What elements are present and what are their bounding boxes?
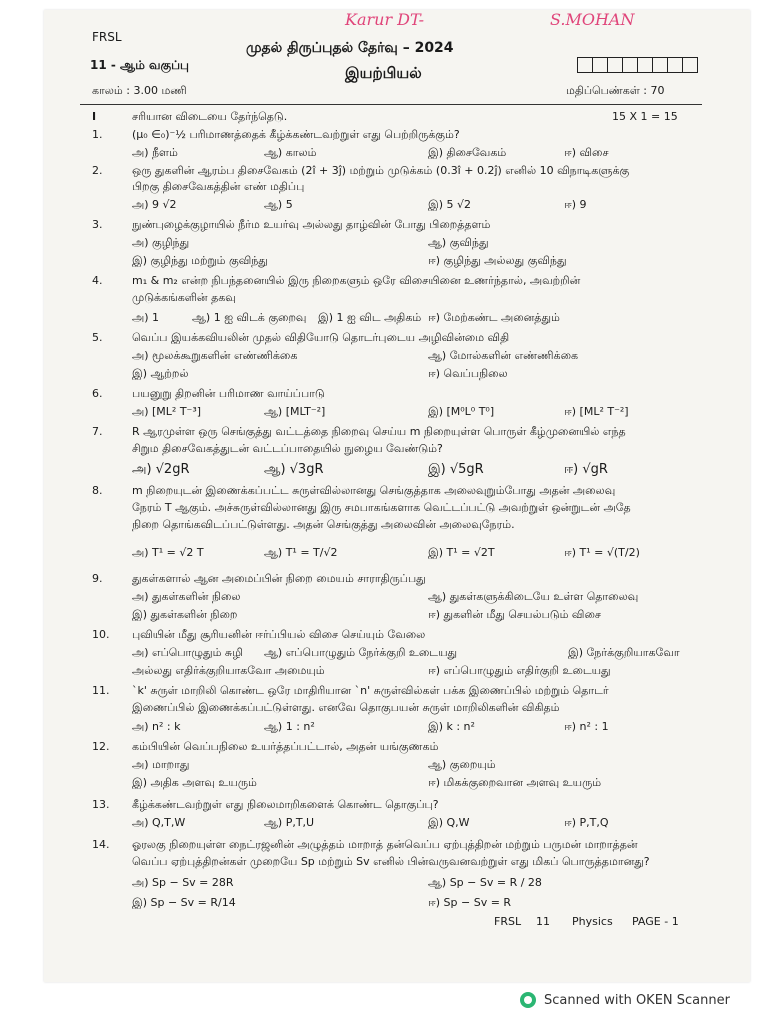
option-c: இ) T¹ = √2T [428, 546, 495, 559]
question-number: 3. [92, 218, 103, 231]
question-number: 10. [92, 628, 110, 641]
option-b: ஆ) 1 : n² [264, 720, 315, 733]
footer-class: 11 [536, 915, 550, 928]
question-text: `k' சுருள் மாறிலி கொண்ட ஒரே மாதிரியான `n' சுருள்வில்கள் பக்க இணைப்பில் மற்றும் தொடர் [132, 684, 609, 697]
footer-code: FRSL [494, 915, 522, 928]
option-b: ஆ) Sp − Sv = R / 28 [428, 876, 542, 889]
option-a: அ) நீளம் [132, 146, 178, 159]
question-text: புவியின் மீது சூரியனின் ஈர்ப்பியல் விசை செய்யும் வேலை [132, 628, 426, 641]
option-d: ஈ) மேற்கண்ட அனைத்தும் [428, 311, 560, 324]
question-number: 13. [92, 798, 110, 811]
handwritten-name: S.MOHAN [550, 10, 635, 29]
question-text: வெப்ப இயக்கவியலின் முதல் விதியோடு தொடர்புடைய அழிவின்மை விதி [132, 331, 510, 344]
paper-code: FRSL [92, 30, 122, 44]
option-a: அ) எப்பொழுதும் சுழி [132, 646, 243, 659]
question-number: 12. [92, 740, 110, 753]
footer-subject: Physics [572, 915, 613, 928]
option-c: இ) அதிக அளவு உயரும் [132, 776, 257, 789]
option-a: அ) Sp − Sv = 28R [132, 876, 234, 889]
option-c: இ) 1 ஐ விட அதிகம் [318, 311, 422, 324]
option-b: ஆ) 5 [264, 198, 293, 211]
question-number: 2. [92, 164, 103, 177]
option-a: அ) √2gR [132, 462, 190, 477]
option-b: ஆ) P,T,U [264, 816, 315, 829]
option-d: ஈ) எப்பொழுதும் எதிர்குறி உடையது [428, 664, 611, 677]
option-c-continued: அல்லது எதிர்க்குறியாகவோ அமையும் [132, 664, 325, 677]
option-d: ஈ) துகளின் மீது செயல்படும் விசை [428, 608, 601, 621]
option-d: ஈ) வெப்பநிலை [428, 367, 508, 380]
question-number: 11. [92, 684, 110, 697]
option-b: ஆ) T¹ = T/√2 [264, 546, 338, 559]
option-d: ஈ) [ML² T⁻²] [564, 405, 629, 418]
question-text: பிறகு திசைவேகத்தின் எண் மதிப்பு [132, 180, 305, 193]
question-text: m₁ & m₂ என்ற நிபந்தனையில் இரு நிறைகளும் ஒரே விசையினை உணர்ந்தால், அவற்றின் [132, 274, 581, 287]
option-b: ஆ) துகள்களுக்கிடையே உள்ள தொலைவு [428, 590, 639, 603]
question-number: 9. [92, 572, 103, 585]
option-c: இ) k : n² [428, 720, 475, 733]
option-b: ஆ) 1 ஐ விடக் குறைவு [192, 311, 307, 324]
option-c: இ) துகள்களின் நிறை [132, 608, 238, 621]
section-marks: 15 X 1 = 15 [612, 110, 678, 123]
question-text: ஒரு துகளின் ஆரம்ப திசைவேகம் (2î + 3ĵ) மற்றும் முடுக்கம் (0.3î + 0.2ĵ) எனில் 10 விநாடிகளுக்கு [132, 164, 630, 177]
option-d: ஈ) Sp − Sv = R [428, 896, 512, 909]
option-a: அ) மூலக்கூறுகளின் எண்ணிக்கை [132, 349, 298, 362]
option-b: ஆ) [MLT⁻²] [264, 405, 326, 418]
option-d: ஈ) மிகக்குறைவான அளவு உயரும் [428, 776, 602, 789]
question-text: கீழ்க்கண்டவற்றுள் எது நிலைமாறிகளைக் கொண்ட தொகுப்பு? [132, 798, 439, 811]
scanner-watermark [520, 992, 730, 1008]
marks-label: மதிப்பெண்கள் : 70 [566, 84, 665, 97]
option-b: ஆ) குறையும் [428, 758, 496, 771]
question-number: 7. [92, 425, 103, 438]
option-a: அ) 1 [132, 311, 160, 324]
question-text: துகள்களால் ஆன அமைப்பின் நிறை மையம் சாராதிருப்பது [132, 572, 426, 585]
question-text: வெப்ப ஏற்புத்திறன்கள் முறையே Sp மற்றும் Sv எனில் பின்வருவனவற்றுள் எது மிகப் பொருத்தமானது? [132, 855, 650, 868]
option-d: ஈ) குழிந்து அல்லது குவிந்து [428, 254, 567, 267]
scanner-text: Scanned with OKEN Scanner [544, 992, 730, 1008]
question-text: ஓரலகு நிறையுள்ள நைட்ரஜனின் அழுத்தம் மாறாத் தன்வெப்ப ஏற்புத்திறன் மற்றும் பருமன் மாறாத்தன் [132, 838, 638, 851]
section-instruction: சரியான விடையை தேர்ந்தெடு. [132, 110, 288, 123]
question-number: 1. [92, 128, 103, 141]
header-rule [80, 104, 702, 105]
option-c: இ) திசைவேகம் [428, 146, 507, 159]
question-text: கம்பியின் வெப்பநிலை உயர்த்தப்பட்டால், அதன் யங்குணகம் [132, 740, 439, 753]
option-a: அ) T¹ = √2 T [132, 546, 204, 559]
question-text: R ஆரமுள்ள ஒரு செங்குத்து வட்டத்தை நிறைவு செய்ய m நிறையுள்ள பொருள் கீழ்முனையில் எந்த [132, 425, 626, 438]
question-number: 14. [92, 838, 110, 851]
option-d: ஈ) T¹ = √(T/2) [564, 546, 640, 559]
handwritten-district: Karur DT- [345, 10, 425, 29]
question-number: 5. [92, 331, 103, 344]
option-b: ஆ) √3gR [264, 462, 324, 477]
question-number: 8. [92, 484, 103, 497]
question-text: இணைப்பில் இணைக்கப்பட்டுள்ளது. எனவே தொகுபயன் சுருள் மாறிலிகளின் விகிதம் [132, 701, 560, 714]
question-text: m நிறையுடன் இணைக்கப்பட்ட சுருள்வில்லானது செங்குத்தாக அலைவுறும்போது அதன் அலைவு [132, 484, 616, 497]
option-c: இ) குழிந்து மற்றும் குவிந்து [132, 254, 268, 267]
option-d: ஈ) விசை [564, 146, 609, 159]
option-a: அ) குழிந்து [132, 236, 190, 249]
option-c: இ) ஆற்றல் [132, 367, 189, 380]
option-a: அ) n² : k [132, 720, 181, 733]
option-d: ஈ) P,T,Q [564, 816, 609, 829]
section-number: I [92, 110, 97, 123]
option-a: அ) துகள்களின் நிலை [132, 590, 241, 603]
option-b: ஆ) குவிந்து [428, 236, 489, 249]
time-label: காலம் : 3.00 மணி [92, 84, 187, 97]
subject-title: இயற்பியல் [345, 64, 422, 82]
question-text: (μ₀ ∈₀)⁻½ பரிமாணத்தைக் கீழ்க்கண்டவற்றுள் எது பெற்றிருக்கும்? [132, 128, 460, 141]
footer-page: PAGE - 1 [632, 915, 679, 928]
question-text: நிறை தொங்கவிடப்பட்டுள்ளது. அதன் செங்குத்து அலைவின் அலைவுநேரம். [132, 518, 515, 531]
option-a: அ) மாறாது [132, 758, 190, 771]
option-c: இ) [M⁰L⁰ T⁰] [428, 405, 495, 418]
exam-title: முதல் திருப்புதல் தேர்வு – 2024 [246, 40, 454, 56]
option-a: அ) 9 √2 [132, 198, 177, 211]
roll-number-boxes [578, 57, 698, 73]
scanner-logo-icon [520, 992, 536, 1008]
question-number: 6. [92, 387, 103, 400]
question-text: பயனுறு திறனின் பரிமாண வாய்ப்பாடு [132, 387, 325, 400]
question-text: நேரம் T ஆகும். அச்சுருள்வில்லானது இரு சமபாகங்களாக வெட்டப்பட்டு அவற்றுள் ஒன்றுடன் அதே [132, 501, 631, 514]
option-c: இ) Q,W [428, 816, 470, 829]
option-c: இ) 5 √2 [428, 198, 471, 211]
option-c: இ) √5gR [428, 462, 484, 477]
option-a: அ) Q,T,W [132, 816, 186, 829]
option-d: ஈ) √gR [564, 462, 608, 477]
option-c: இ) Sp − Sv = R/14 [132, 896, 236, 909]
option-b: ஆ) மோல்களின் எண்ணிக்கை [428, 349, 579, 362]
option-b: ஆ) எப்பொழுதும் நேர்க்குறி உடையது [264, 646, 458, 659]
class-label: 11 - ஆம் வகுப்பு [90, 58, 189, 72]
option-d: ஈ) n² : 1 [564, 720, 609, 733]
option-b: ஆ) காலம் [264, 146, 317, 159]
option-d: ஈ) 9 [564, 198, 587, 211]
question-number: 4. [92, 274, 103, 287]
question-text: சிறும திசைவேகத்துடன் வட்டப்பாதையில் நுழைய வேண்டும்? [132, 442, 443, 455]
question-text: முடுக்கங்களின் தகவு [132, 291, 236, 304]
option-a: அ) [ML² T⁻³] [132, 405, 202, 418]
option-c: இ) நேர்க்குறியாகவோ [568, 646, 680, 659]
question-text: நுண்புழைக்குழாயில் நீர்ம உயர்வு அல்லது தாழ்வின் போது பிறைத்தளம் [132, 218, 491, 231]
